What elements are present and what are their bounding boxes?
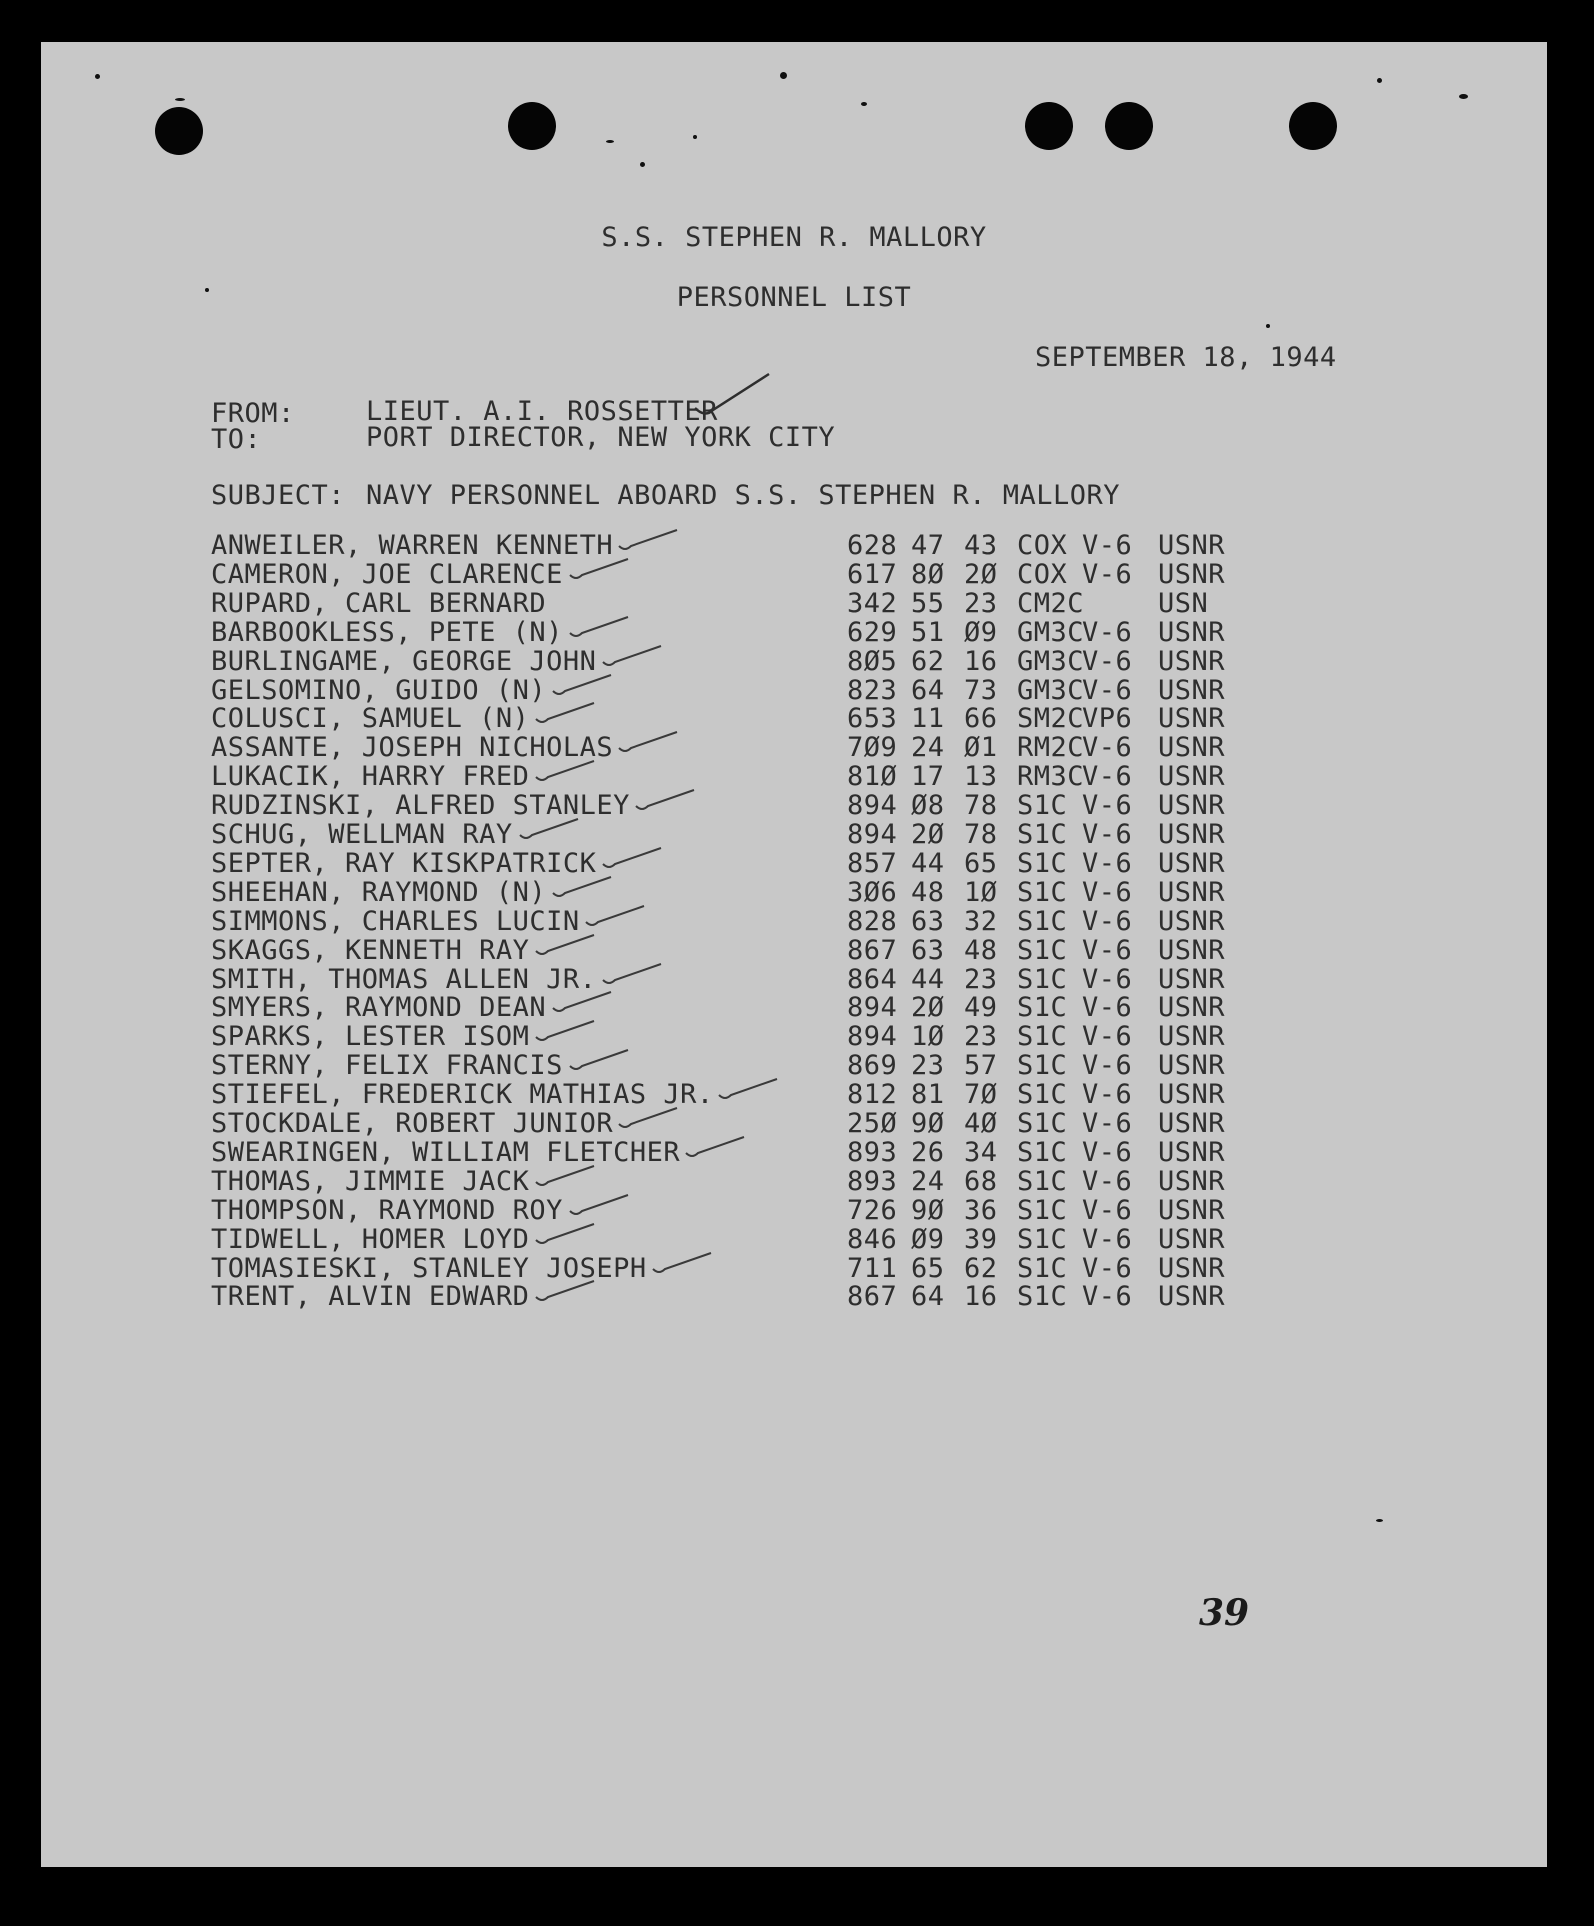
- classification: V-6: [1082, 1079, 1133, 1111]
- service-number-part-1: 7Ø9: [847, 732, 898, 764]
- service-number-part-3: 23: [964, 587, 998, 619]
- rating: S1C: [1017, 1252, 1068, 1284]
- check-mark-icon: [551, 871, 615, 901]
- rating: S1C: [1017, 1223, 1068, 1255]
- rating: S1C: [1017, 963, 1068, 995]
- classification: V-6: [1082, 819, 1133, 850]
- check-mark-icon: [518, 813, 582, 843]
- personnel-name: SIMMONS, CHARLES LUCIN: [211, 905, 580, 937]
- service-number-part-2: 81: [911, 1079, 945, 1111]
- service-number-part-1: 8Ø5: [847, 645, 898, 677]
- service-branch: USNR: [1158, 732, 1226, 764]
- classification: V-6: [1082, 1252, 1133, 1284]
- dust-speck: [1376, 1519, 1383, 1522]
- personnel-row: [211, 1283, 1311, 1312]
- check-mark-icon: [568, 553, 632, 583]
- punch-hole: [1105, 102, 1153, 150]
- rating: S1C: [1017, 1281, 1068, 1313]
- service-branch: USNR: [1158, 530, 1226, 561]
- classification: V-6: [1082, 1223, 1133, 1255]
- service-number-part-1: 628: [847, 530, 898, 561]
- classification: V-6: [1082, 732, 1133, 764]
- rating: GM3C: [1017, 645, 1085, 677]
- punch-hole: [1289, 102, 1337, 150]
- service-number-part-3: 43: [964, 530, 998, 561]
- service-number-part-1: 894: [847, 992, 898, 1024]
- document-page: [41, 42, 1547, 1867]
- service-branch: USNR: [1158, 1281, 1226, 1313]
- service-number-part-3: 16: [964, 1281, 998, 1313]
- service-branch: USNR: [1158, 1050, 1226, 1082]
- service-number-part-3: Ø1: [964, 732, 998, 764]
- service-number-part-2: 51: [911, 616, 945, 648]
- service-number-part-3: 49: [964, 992, 998, 1024]
- dust-speck: [861, 102, 867, 106]
- dust-speck: [780, 72, 787, 79]
- rating: S1C: [1017, 819, 1068, 850]
- service-number-part-1: 893: [847, 1136, 898, 1168]
- check-mark-icon: [684, 1131, 748, 1161]
- rating: RM3C: [1017, 761, 1085, 793]
- service-number-part-1: 894: [847, 790, 898, 822]
- service-number-part-3: 65: [964, 847, 998, 879]
- page-number: 39: [1199, 1592, 1250, 1634]
- service-number-part-3: 32: [964, 905, 998, 937]
- classification: V-6: [1082, 761, 1133, 793]
- personnel-row: [211, 847, 1311, 879]
- rating: S1C: [1017, 847, 1068, 879]
- service-number-part-1: 867: [847, 934, 898, 966]
- rating: S1C: [1017, 905, 1068, 937]
- classification: V-6: [1082, 1194, 1133, 1226]
- classification: V-6: [1082, 847, 1133, 879]
- personnel-name: BARBOOKLESS, PETE (N): [211, 616, 563, 648]
- service-branch: USNR: [1158, 558, 1226, 590]
- personnel-name: ANWEILER, WARREN KENNETH: [211, 530, 614, 561]
- personnel-name: SEPTER, RAY KISKPATRICK: [211, 847, 597, 879]
- dust-speck: [1266, 324, 1270, 328]
- service-number-part-3: 39: [964, 1223, 998, 1255]
- dust-speck: [1459, 94, 1468, 99]
- service-number-part-2: Ø8: [911, 790, 945, 822]
- personnel-name: SWEARINGEN, WILLIAM FLETCHER: [211, 1136, 681, 1168]
- check-mark-icon: [534, 1218, 598, 1248]
- classification: V-6: [1082, 530, 1133, 561]
- service-number-part-1: 894: [847, 1021, 898, 1053]
- service-number-part-1: 864: [847, 963, 898, 995]
- service-number-part-2: 9Ø: [911, 1108, 945, 1139]
- classification: V-6: [1082, 1165, 1133, 1197]
- check-mark-icon: [617, 524, 681, 554]
- personnel-name: TOMASIESKI, STANLEY JOSEPH: [211, 1252, 647, 1284]
- personnel-row: [211, 587, 1311, 619]
- personnel-name: SKAGGS, KENNETH RAY: [211, 934, 530, 966]
- from-value: LIEUT. A.I. ROSSETTER: [366, 396, 718, 427]
- rating: COX: [1017, 530, 1068, 561]
- service-number-part-2: 2Ø: [911, 819, 945, 850]
- service-number-part-3: 48: [964, 934, 998, 966]
- service-number-part-3: 2Ø: [964, 558, 998, 590]
- dust-speck: [640, 162, 645, 167]
- service-branch: USNR: [1158, 1252, 1226, 1284]
- personnel-row: [211, 1136, 1311, 1168]
- service-number-part-2: 26: [911, 1136, 945, 1168]
- service-number-part-1: 81Ø: [847, 761, 898, 793]
- classification: V-6: [1082, 963, 1133, 995]
- service-number-part-1: 25Ø: [847, 1108, 898, 1139]
- rating: CM2C: [1017, 587, 1085, 619]
- service-branch: USNR: [1158, 876, 1226, 908]
- document-date: SEPTEMBER 18, 1944: [1035, 342, 1337, 373]
- check-mark-icon: [551, 986, 615, 1016]
- rating: GM3C: [1017, 674, 1085, 706]
- check-mark-icon: [651, 1247, 715, 1277]
- service-number-part-3: 4Ø: [964, 1108, 998, 1139]
- rating: GM3C: [1017, 616, 1085, 648]
- personnel-row: [211, 876, 1311, 908]
- check-mark-icon: [568, 611, 632, 641]
- classification: VP6: [1082, 703, 1133, 735]
- service-number-part-1: 629: [847, 616, 898, 648]
- personnel-name: STERNY, FELIX FRANCIS: [211, 1050, 563, 1082]
- service-number-part-2: 17: [911, 761, 945, 793]
- classification: V-6: [1082, 674, 1133, 706]
- service-number-part-3: 68: [964, 1165, 998, 1197]
- service-number-part-1: 653: [847, 703, 898, 735]
- classification: V-6: [1082, 905, 1133, 937]
- personnel-row: [211, 934, 1311, 966]
- service-branch: USNR: [1158, 790, 1226, 822]
- personnel-row: [211, 1023, 1311, 1052]
- check-mark-icon: [534, 697, 598, 727]
- classification: V-6: [1082, 1281, 1133, 1313]
- to-label: TO:: [211, 424, 262, 455]
- service-number-part-2: 23: [911, 1050, 945, 1082]
- personnel-row: [211, 705, 1311, 734]
- check-mark-icon: [551, 669, 615, 699]
- to-value: PORT DIRECTOR, NEW YORK CITY: [366, 422, 836, 453]
- dust-speck: [95, 74, 100, 79]
- check-mark-icon: [568, 1044, 632, 1074]
- personnel-name: RUDZINSKI, ALFRED STANLEY: [211, 790, 630, 822]
- service-number-part-1: 342: [847, 587, 898, 619]
- service-number-part-3: 16: [964, 645, 998, 677]
- dust-speck: [1377, 78, 1382, 83]
- personnel-row: [211, 963, 1311, 995]
- personnel-name: LUKACIK, HARRY FRED: [211, 761, 530, 793]
- service-number-part-2: 55: [911, 587, 945, 619]
- service-number-part-2: 44: [911, 963, 945, 995]
- service-branch: USNR: [1158, 1108, 1226, 1139]
- personnel-name: GELSOMINO, GUIDO (N): [211, 674, 547, 706]
- rating: S1C: [1017, 1194, 1068, 1226]
- personnel-row: [211, 674, 1311, 706]
- service-number-part-3: 57: [964, 1050, 998, 1082]
- classification: V-6: [1082, 616, 1133, 648]
- classification: V-6: [1082, 876, 1133, 908]
- service-number-part-2: 44: [911, 847, 945, 879]
- check-mark-icon: [601, 842, 665, 872]
- service-branch: USNR: [1158, 761, 1226, 793]
- service-number-part-2: 2Ø: [911, 992, 945, 1024]
- service-number-part-3: 62: [964, 1252, 998, 1284]
- personnel-name: TIDWELL, HOMER LOYD: [211, 1223, 530, 1255]
- service-number-part-2: 63: [911, 934, 945, 966]
- service-number-part-1: 828: [847, 905, 898, 937]
- service-branch: USNR: [1158, 1079, 1226, 1111]
- personnel-row: [211, 792, 1311, 821]
- service-number-part-3: 7Ø: [964, 1079, 998, 1111]
- rating: S1C: [1017, 1165, 1068, 1197]
- check-mark-icon: [617, 726, 681, 756]
- check-mark-icon: [534, 1275, 598, 1305]
- from-label: FROM:: [211, 398, 295, 429]
- classification: V-6: [1082, 790, 1133, 822]
- rating: S1C: [1017, 1050, 1068, 1082]
- check-mark-icon: [601, 640, 665, 670]
- dust-speck: [606, 140, 614, 143]
- service-number-part-1: 3Ø6: [847, 876, 898, 908]
- service-branch: USNR: [1158, 847, 1226, 879]
- service-number-part-2: 1Ø: [911, 1021, 945, 1053]
- personnel-row: [211, 1252, 1311, 1284]
- dust-speck: [693, 135, 697, 139]
- rating: S1C: [1017, 992, 1068, 1024]
- classification: V-6: [1082, 645, 1133, 677]
- check-mark-icon: [634, 784, 698, 814]
- personnel-name: SCHUG, WELLMAN RAY: [211, 819, 513, 850]
- service-number-part-1: 857: [847, 847, 898, 879]
- personnel-row: [211, 1110, 1311, 1139]
- punch-hole: [508, 102, 556, 150]
- service-branch: USN: [1158, 587, 1209, 619]
- classification: V-6: [1082, 1050, 1133, 1082]
- service-number-part-2: 64: [911, 674, 945, 706]
- personnel-name: SMYERS, RAYMOND DEAN: [211, 992, 547, 1024]
- document-title: PERSONNEL LIST: [676, 282, 912, 313]
- service-number-part-3: 1Ø: [964, 876, 998, 908]
- personnel-name: STIEFEL, FREDERICK MATHIAS JR.: [211, 1079, 714, 1111]
- personnel-row: [211, 558, 1311, 590]
- service-number-part-1: 711: [847, 1252, 898, 1284]
- personnel-name: THOMPSON, RAYMOND ROY: [211, 1194, 563, 1226]
- service-number-part-1: 846: [847, 1223, 898, 1255]
- service-number-part-3: 73: [964, 674, 998, 706]
- service-branch: USNR: [1158, 1165, 1226, 1197]
- check-mark-icon: [568, 1189, 632, 1219]
- service-branch: USNR: [1158, 905, 1226, 937]
- service-number-part-1: 893: [847, 1165, 898, 1197]
- classification: V-6: [1082, 1021, 1133, 1053]
- service-number-part-3: 23: [964, 1021, 998, 1053]
- service-number-part-2: 24: [911, 732, 945, 764]
- personnel-name: STOCKDALE, ROBERT JUNIOR: [211, 1108, 614, 1139]
- personnel-row: [211, 616, 1311, 648]
- classification: V-6: [1082, 992, 1133, 1024]
- service-number-part-3: Ø9: [964, 616, 998, 648]
- personnel-row: [211, 645, 1311, 677]
- service-number-part-1: 867: [847, 1281, 898, 1313]
- check-mark-icon: [584, 900, 648, 930]
- service-branch: USNR: [1158, 992, 1226, 1024]
- service-number-part-2: 64: [911, 1281, 945, 1313]
- personnel-row: [211, 994, 1311, 1023]
- service-branch: USNR: [1158, 616, 1226, 648]
- classification: V-6: [1082, 1136, 1133, 1168]
- punch-hole: [1025, 102, 1073, 150]
- personnel-row: [211, 821, 1311, 850]
- personnel-name: ASSANTE, JOSEPH NICHOLAS: [211, 732, 614, 764]
- service-number-part-2: 63: [911, 905, 945, 937]
- personnel-name: SPARKS, LESTER ISOM: [211, 1021, 530, 1053]
- service-branch: USNR: [1158, 703, 1226, 735]
- subject-value: NAVY PERSONNEL ABOARD S.S. STEPHEN R. MALLORY: [366, 480, 1120, 511]
- service-number-part-2: 9Ø: [911, 1194, 945, 1226]
- check-mark-icon: [534, 929, 598, 959]
- rating: SM2C: [1017, 703, 1085, 735]
- service-number-part-3: 78: [964, 790, 998, 822]
- service-number-part-3: 34: [964, 1136, 998, 1168]
- rating: S1C: [1017, 1108, 1068, 1139]
- service-branch: USNR: [1158, 1021, 1226, 1053]
- service-number-part-2: 8Ø: [911, 558, 945, 590]
- punch-hole: [155, 107, 203, 155]
- check-mark-icon: [617, 1102, 681, 1132]
- classification: V-6: [1082, 1108, 1133, 1139]
- rating: S1C: [1017, 1136, 1068, 1168]
- classification: V-6: [1082, 558, 1133, 590]
- rating: S1C: [1017, 934, 1068, 966]
- personnel-row: [211, 1165, 1311, 1197]
- service-number-part-2: 62: [911, 645, 945, 677]
- service-branch: USNR: [1158, 934, 1226, 966]
- check-mark-icon: [534, 1160, 598, 1190]
- service-number-part-2: 47: [911, 530, 945, 561]
- service-number-part-2: 24: [911, 1165, 945, 1197]
- service-number-part-3: 13: [964, 761, 998, 793]
- personnel-row: [211, 532, 1311, 561]
- service-number-part-1: 823: [847, 674, 898, 706]
- service-number-part-2: 65: [911, 1252, 945, 1284]
- service-branch: USNR: [1158, 1223, 1226, 1255]
- service-branch: USNR: [1158, 1136, 1226, 1168]
- rating: S1C: [1017, 876, 1068, 908]
- personnel-row: [211, 1194, 1311, 1226]
- personnel-name: THOMAS, JIMMIE JACK: [211, 1165, 530, 1197]
- personnel-row: [211, 734, 1311, 763]
- subject-label: SUBJECT:: [211, 480, 346, 511]
- personnel-row: [211, 1223, 1311, 1255]
- service-number-part-2: Ø9: [911, 1223, 945, 1255]
- service-number-part-2: 48: [911, 876, 945, 908]
- rating: S1C: [1017, 1021, 1068, 1053]
- service-branch: USNR: [1158, 674, 1226, 706]
- check-mark-icon: [717, 1073, 781, 1103]
- service-number-part-1: 726: [847, 1194, 898, 1226]
- service-branch: USNR: [1158, 645, 1226, 677]
- personnel-name: SMITH, THOMAS ALLEN JR.: [211, 963, 597, 995]
- service-number-part-3: 36: [964, 1194, 998, 1226]
- personnel-name: BURLINGAME, GEORGE JOHN: [211, 645, 597, 677]
- service-number-part-2: 11: [911, 703, 945, 735]
- personnel-row: [211, 763, 1311, 792]
- rating: RM2C: [1017, 732, 1085, 764]
- personnel-row: [211, 905, 1311, 937]
- personnel-name: SHEEHAN, RAYMOND (N): [211, 876, 547, 908]
- service-branch: USNR: [1158, 1194, 1226, 1226]
- rating: COX: [1017, 558, 1068, 590]
- service-number-part-3: 66: [964, 703, 998, 735]
- personnel-name: COLUSCI, SAMUEL (N): [211, 703, 530, 735]
- service-number-part-3: 23: [964, 963, 998, 995]
- dust-speck: [175, 98, 185, 101]
- personnel-row: [211, 1081, 1311, 1110]
- check-mark-icon: [534, 755, 598, 785]
- classification: V-6: [1082, 934, 1133, 966]
- personnel-name: TRENT, ALVIN EDWARD: [211, 1281, 530, 1313]
- ship-name-heading: S.S. STEPHEN R. MALLORY: [601, 222, 987, 253]
- service-number-part-1: 812: [847, 1079, 898, 1111]
- personnel-name: RUPARD, CARL BERNARD: [211, 587, 547, 619]
- service-number-part-1: 894: [847, 819, 898, 850]
- service-branch: USNR: [1158, 819, 1226, 850]
- rating: S1C: [1017, 1079, 1068, 1111]
- rating: S1C: [1017, 790, 1068, 822]
- check-mark-icon: [601, 958, 665, 988]
- service-number-part-3: 78: [964, 819, 998, 850]
- service-number-part-1: 617: [847, 558, 898, 590]
- service-number-part-1: 869: [847, 1050, 898, 1082]
- service-branch: USNR: [1158, 963, 1226, 995]
- check-mark-icon: [534, 1015, 598, 1045]
- personnel-name: CAMERON, JOE CLARENCE: [211, 558, 563, 590]
